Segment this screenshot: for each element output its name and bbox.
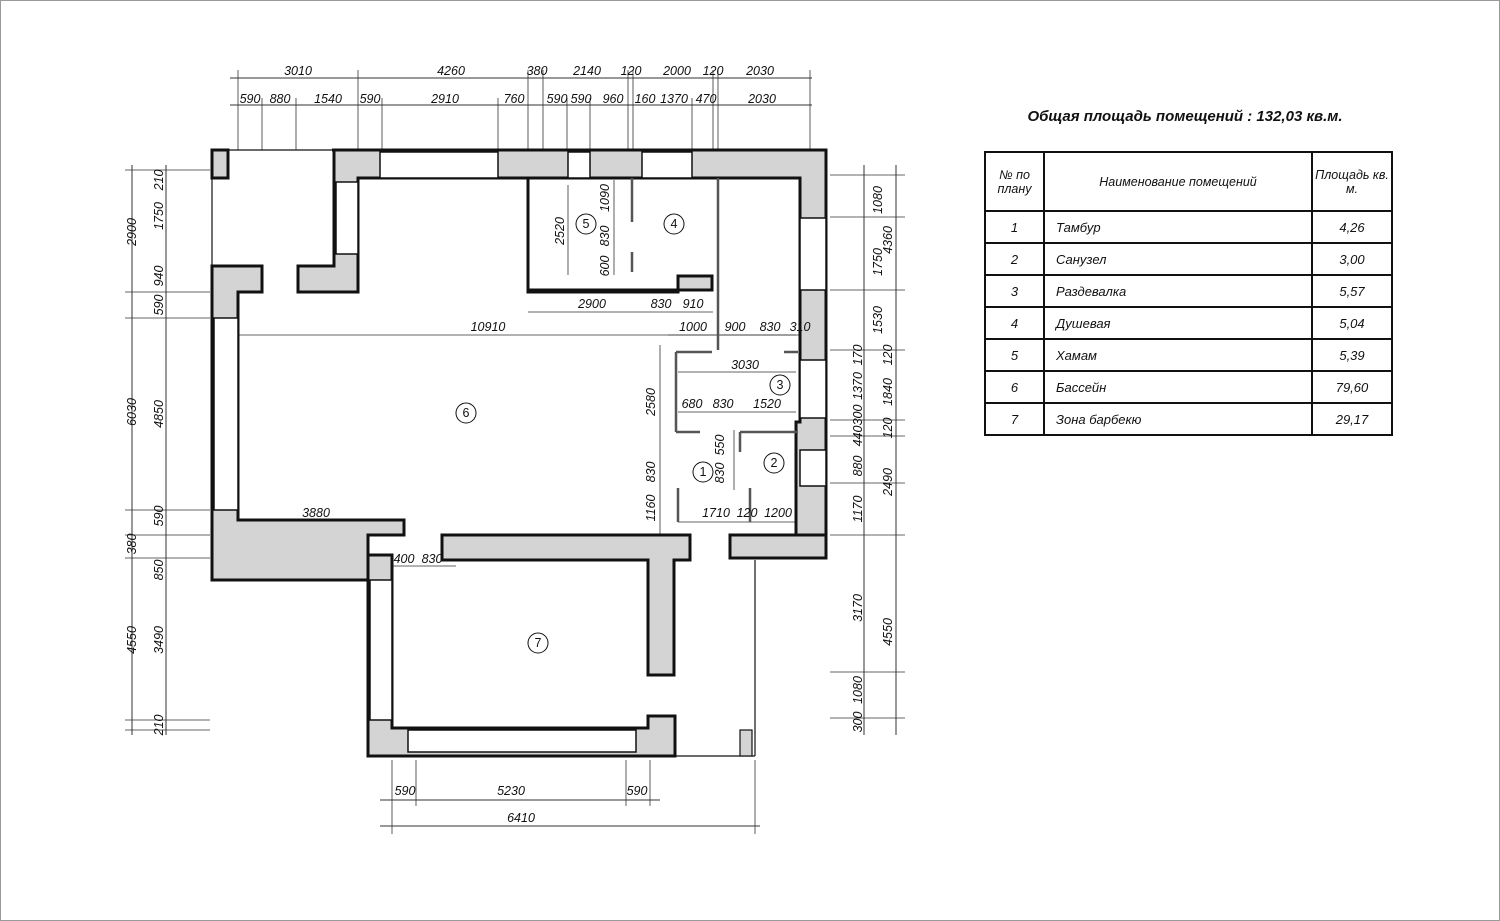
row-name: Хамам: [1044, 339, 1312, 371]
dim-label: 760: [503, 92, 525, 106]
dim-label: 1520: [753, 397, 781, 411]
dim-label: 440: [851, 425, 865, 447]
dim-label: 2900: [125, 218, 139, 246]
dim-label: 1750: [871, 248, 885, 276]
dim-label: 170: [851, 344, 865, 366]
dim-label: 1160: [644, 494, 658, 522]
dim-label: 4850: [152, 400, 166, 428]
dim-label: 2140: [573, 64, 601, 78]
dim-label: 4260: [437, 64, 465, 78]
dim-label: 960: [602, 92, 624, 106]
dim-label: 590: [570, 92, 592, 106]
dim-label: 1080: [871, 186, 885, 214]
dim-label: 590: [239, 92, 261, 106]
dim-label: 830: [644, 461, 658, 483]
row-name: Бассейн: [1044, 371, 1312, 403]
left-dimensions: [125, 170, 166, 737]
dim-label: 830: [712, 397, 734, 411]
dim-label: 850: [152, 559, 166, 581]
dim-label: 590: [394, 784, 416, 798]
row-area: 4,26: [1312, 211, 1392, 243]
dim-label: 10910: [470, 320, 506, 334]
dim-label: 1090: [598, 184, 612, 212]
dim-label: 1540: [314, 92, 342, 106]
dim-label: 940: [152, 265, 166, 287]
table-row: [985, 307, 1392, 339]
top-dimensions: [240, 64, 776, 106]
dim-label: 1200: [764, 506, 792, 520]
dim-label: 830: [598, 225, 612, 247]
dim-label: 830: [713, 462, 727, 484]
dim-label: 1080: [851, 676, 865, 704]
dim-label: 3490: [152, 626, 166, 654]
dim-label: 680: [681, 397, 703, 411]
dimension-lines: [125, 70, 905, 834]
dim-label: 590: [359, 92, 381, 106]
dim-label: 4360: [881, 226, 895, 254]
dim-label: 120: [702, 64, 724, 78]
row-num: 5: [985, 339, 1044, 371]
row-area: 5,04: [1312, 307, 1392, 339]
dim-label: 910: [682, 297, 704, 311]
dim-label: 380: [526, 64, 548, 78]
interior-dimensions: [302, 184, 810, 566]
room-number: 2: [770, 456, 778, 470]
dim-label: 1370: [660, 92, 688, 106]
dim-label: 6030: [125, 398, 139, 426]
row-area: 79,60: [1312, 371, 1392, 403]
dim-label: 3170: [851, 594, 865, 622]
room-number: 7: [534, 636, 542, 650]
dim-label: 3030: [731, 358, 759, 372]
dim-label: 5230: [497, 784, 525, 798]
dim-label: 400: [393, 552, 415, 566]
row-area: 29,17: [1312, 403, 1392, 435]
dim-label: 2520: [553, 217, 567, 245]
dim-label: 600: [598, 255, 612, 277]
header-name: Наименование помещений: [1044, 152, 1312, 211]
dim-label: 160: [634, 92, 656, 106]
row-area: 3,00: [1312, 243, 1392, 275]
row-num: 7: [985, 403, 1044, 435]
dim-label: 900: [724, 320, 746, 334]
table-row: [985, 403, 1392, 435]
room-numbers: [463, 217, 784, 650]
dim-label: 830: [650, 297, 672, 311]
dim-label: 880: [269, 92, 291, 106]
row-name: Санузел: [1044, 243, 1312, 275]
row-name: Раздевалка: [1044, 275, 1312, 307]
dim-label: 1840: [881, 378, 895, 406]
dim-label: 3010: [284, 64, 312, 78]
dim-label: 1530: [871, 306, 885, 334]
table-row: [985, 339, 1392, 371]
dim-label: 2910: [431, 92, 459, 106]
dim-label: 380: [125, 533, 139, 555]
dim-label: 2490: [881, 468, 895, 496]
dim-label: 470: [695, 92, 717, 106]
dim-label: 4550: [125, 626, 139, 654]
dim-label: 590: [546, 92, 568, 106]
room-number: 6: [462, 406, 470, 420]
room-number: 1: [699, 465, 707, 479]
dim-label: 120: [881, 344, 895, 366]
table-row: [985, 371, 1392, 403]
dim-label: 210: [152, 169, 166, 191]
row-num: 2: [985, 243, 1044, 275]
dim-label: 1370: [851, 372, 865, 400]
dim-label: 3880: [302, 506, 330, 520]
dim-label: 4550: [881, 618, 895, 646]
dim-label: 300: [851, 404, 865, 426]
dim-label: 2580: [644, 388, 658, 416]
dim-label: 300: [851, 711, 865, 733]
room-number: 4: [670, 217, 678, 231]
dim-label: 6410: [507, 811, 535, 825]
row-name: Тамбур: [1044, 211, 1312, 243]
room-number: 3: [776, 378, 784, 392]
bottom-dimensions: [395, 784, 648, 825]
dim-label: 2900: [578, 297, 606, 311]
dim-label: 2030: [746, 64, 774, 78]
dim-label: 1170: [851, 495, 865, 523]
dim-label: 210: [152, 714, 166, 736]
row-name: Зона барбекю: [1044, 403, 1312, 435]
dim-label: 1750: [152, 202, 166, 230]
dim-label: 1710: [702, 506, 730, 520]
row-num: 1: [985, 211, 1044, 243]
table-row: [985, 275, 1392, 307]
right-dimensions: [851, 186, 895, 732]
rooms-legend-table: [984, 151, 1393, 436]
dim-label: 590: [152, 294, 166, 316]
dim-label: 120: [881, 417, 895, 439]
dim-label: 1000: [679, 320, 707, 334]
row-num: 4: [985, 307, 1044, 339]
row-area: 5,39: [1312, 339, 1392, 371]
room-number: 5: [582, 217, 590, 231]
dim-label: 830: [759, 320, 781, 334]
row-name: Душевая: [1044, 307, 1312, 339]
dim-label: 550: [713, 434, 727, 456]
table-row: [985, 211, 1392, 243]
row-num: 6: [985, 371, 1044, 403]
header-area: Площадь кв. м.: [1312, 152, 1392, 211]
total-area-title: Общая площадь помещений : 132,03 кв.м.: [1027, 108, 1343, 125]
dim-label: 310: [789, 320, 811, 334]
dim-label: 590: [152, 505, 166, 527]
dim-label: 120: [620, 64, 642, 78]
table-row: [985, 243, 1392, 275]
dim-label: 120: [736, 506, 758, 520]
legend-header-row: [985, 152, 1392, 211]
dim-label: 2030: [748, 92, 776, 106]
row-num: 3: [985, 275, 1044, 307]
dim-label: 590: [626, 784, 648, 798]
dim-label: 880: [851, 455, 865, 477]
dim-label: 830: [421, 552, 443, 566]
header-num: № по плану: [985, 152, 1044, 211]
dim-label: 2000: [663, 64, 691, 78]
row-area: 5,57: [1312, 275, 1392, 307]
